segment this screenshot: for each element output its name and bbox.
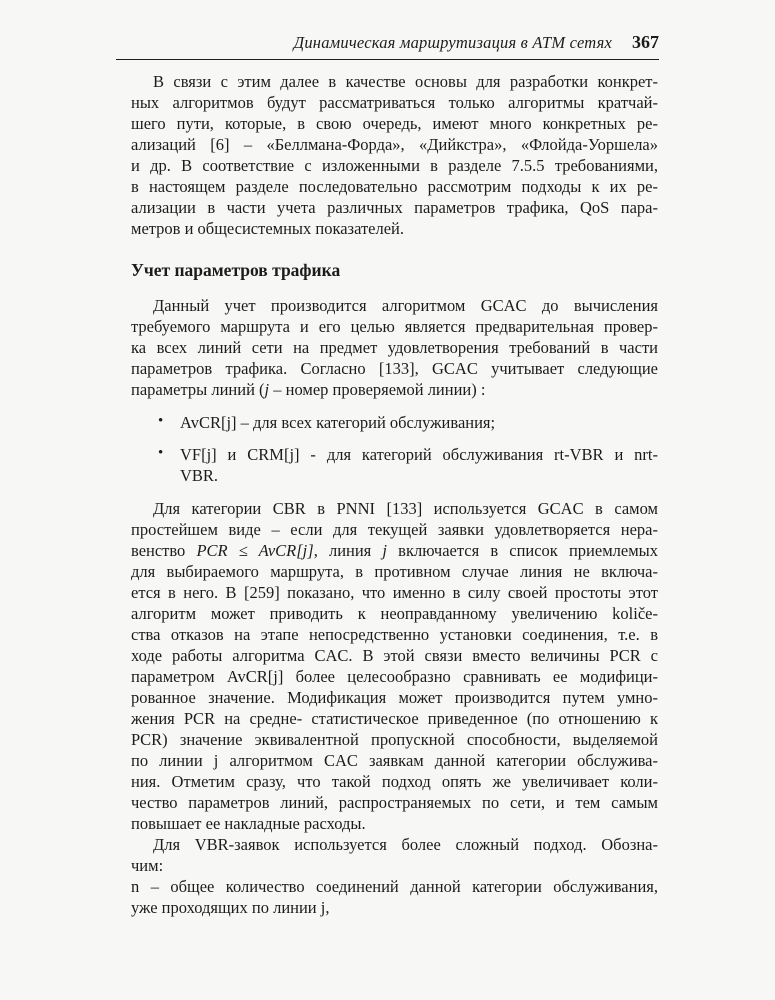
text-line: повышает ее накладные расходы. xyxy=(131,814,366,833)
text-line: простейшем виде – если для текущей заявки удовлетворяется нера- xyxy=(131,520,658,539)
text-line: для выбираемого маршрута, в противном случае линия не включа- xyxy=(131,562,658,581)
text-line: параметры линий (j – номер проверяемой линии) : xyxy=(131,380,486,399)
text-line: жения PCR на средне- статистическое приведенное (по отношению к xyxy=(131,709,658,728)
text-line: ализации в части учета различных параметров трафика, QoS пара- xyxy=(131,198,658,217)
text-line: n – общее количество соединений данной категории обслуживания, xyxy=(131,877,658,896)
text-line: В связи с этим далее в качестве основы для разработки конкрет- xyxy=(153,72,658,91)
text-line: ства отказов на этапе непосредственно установки соединения, т.е. в xyxy=(131,625,658,644)
text-column xyxy=(131,71,658,918)
text-line: венство PCR ≤ AvCR[j], линия j включается в список приемлемых xyxy=(131,541,658,560)
text-line: Для категории CBR в PNNI [133] используется GCAC в самом xyxy=(153,499,658,518)
text-line: алгоритм может приводить к неоправданному увеличению količе- xyxy=(131,604,658,623)
text-line: VF[j] и CRM[j] - для категорий обслуживания rt-VBR и nrt- xyxy=(180,445,658,464)
bullet-list xyxy=(131,412,658,486)
paragraph-intro xyxy=(131,71,658,239)
bullet-item xyxy=(131,444,658,486)
paragraph-vbr xyxy=(131,834,658,876)
text-line: AvCR[j] – для всех категорий обслуживания; xyxy=(180,413,496,432)
text-line: ется в него. В [259] показано, что именно в силу своей простоты этот xyxy=(131,583,658,602)
text-line: ка всех линий сети на предмет удовлетворения требований в части xyxy=(131,338,658,357)
page-header xyxy=(116,32,659,60)
text-line: ных алгоритмов будут рассматриваться только алгоритмы кратчай- xyxy=(131,93,658,112)
text-line: параметров трафика. Согласно [133], GCAC учитывает следующие xyxy=(131,359,658,378)
text-line: Данный учет производится алгоритмом GCAC до вычисления xyxy=(153,296,658,315)
bullet-icon: • xyxy=(158,413,164,429)
text-line: чим: xyxy=(131,856,164,875)
text-line: VBR. xyxy=(180,466,219,485)
text-line: рованное значение. Модификация может производится путем умно- xyxy=(131,688,658,707)
text-line: ния. Отметим сразу, что такой подход опять же увеличивает коли- xyxy=(131,772,658,791)
text-line: ходе работы алгоритма CAC. В этой связи вместо величины PCR с xyxy=(131,646,658,665)
text-line: параметром AvCR[j] более целесообразно сравнивать ее модифици- xyxy=(131,667,658,686)
paragraph-cbr xyxy=(131,498,658,834)
paragraph-notation xyxy=(131,876,658,918)
text-line: Для VBR-заявок используется более сложный подход. Обозна- xyxy=(153,835,658,854)
page-number: 367 xyxy=(632,32,659,52)
text-line: ализаций [6] – «Беллмана-Форда», «Дийкстра», «Флойда-Уоршела» xyxy=(131,135,658,154)
running-title: Динамическая маршрутизация в ATM сетях xyxy=(293,33,612,52)
text-line: чество параметров линий, распространяемых по сети, и тем самым xyxy=(131,793,658,812)
text-line: в настоящем разделе последовательно рассмотрим подходы к их ре- xyxy=(131,177,658,196)
text-line: шего пути, которые, в свою очередь, имеют много конкретных ре- xyxy=(131,114,658,133)
text-line: PCR) значение эквивалентной пропускной способности, выделяемой xyxy=(131,730,658,749)
paragraph-gcac xyxy=(131,295,658,400)
text-line: и др. В соответствие с изложенными в разделе 7.5.5 требованиями, xyxy=(131,156,658,175)
section-heading: Учет параметров трафика xyxy=(131,260,341,280)
text-line: уже проходящих по линии j, xyxy=(131,898,330,917)
text-line: метров и общесистемных показателей. xyxy=(131,219,405,238)
bullet-item xyxy=(131,412,658,433)
text-line: по линии j алгоритмом CAC заявкам данной категории обслужива- xyxy=(131,751,658,770)
text-line: требуемого маршрута и его целью является предварительная провер- xyxy=(131,317,658,336)
bullet-icon: • xyxy=(158,445,164,461)
